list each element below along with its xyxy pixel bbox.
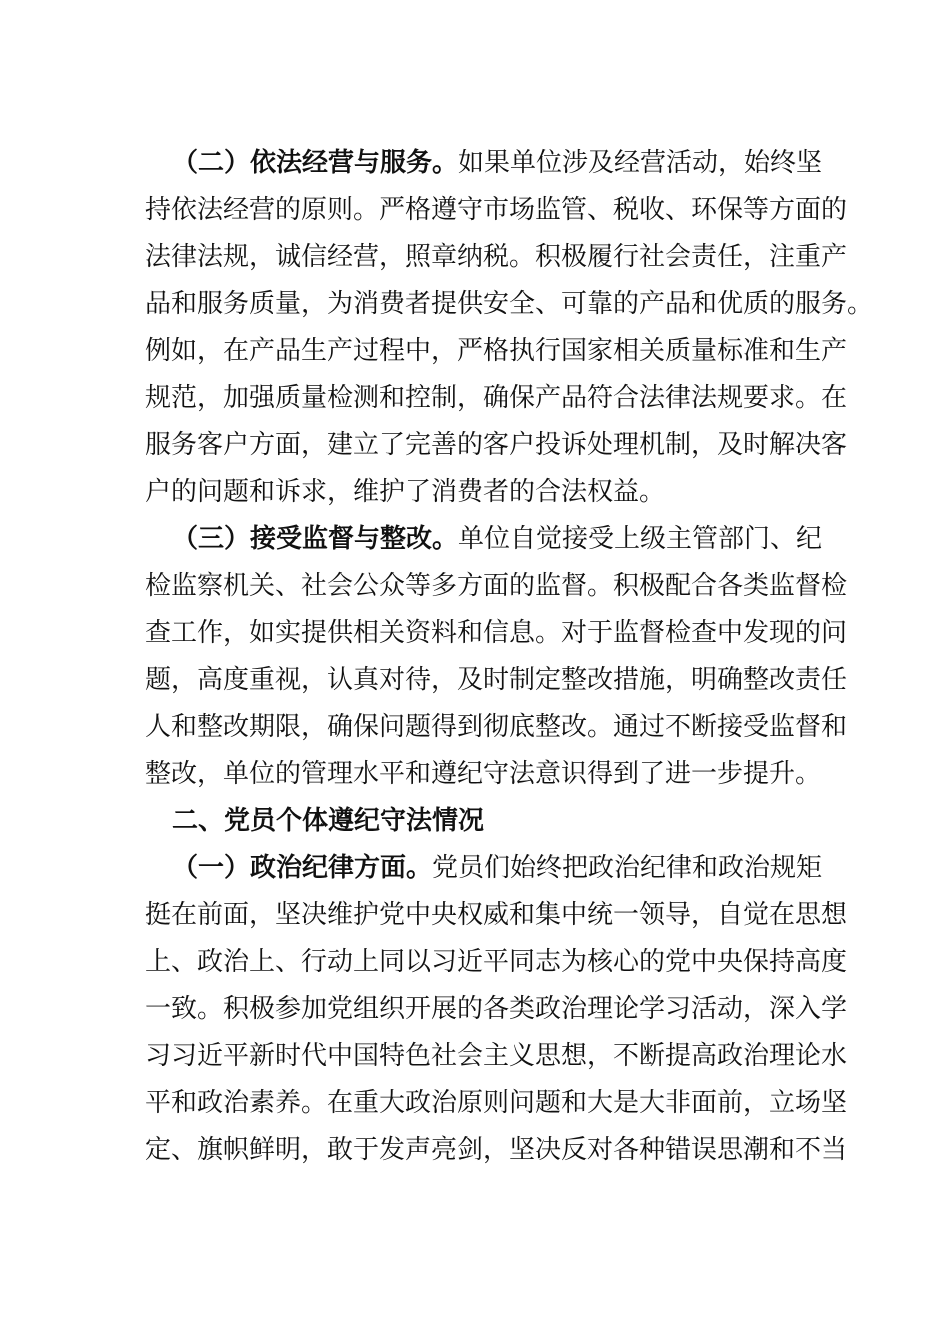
paragraph-text: 党员们始终把政治纪律和政治规矩: [432, 853, 823, 883]
paragraph-line: 户的问题和诉求，维护了消费者的合法权益。: [145, 477, 666, 507]
paragraph-line: 平和政治素养。在重大政治原则问题和大是大非面前，立场坚: [145, 1088, 848, 1118]
paragraph-line: 品和服务质量，为消费者提供安全、可靠的产品和优质的服务。: [145, 289, 874, 319]
paragraph-text: 如果单位涉及经营活动，始终坚: [458, 148, 823, 178]
paragraph-line: 一致。积极参加党组织开展的各类政治理论学习活动，深入学: [145, 994, 848, 1024]
paragraph-line: 上、政治上、行动上同以习近平同志为核心的党中央保持高度: [145, 947, 848, 977]
paragraph-line: 整改，单位的管理水平和遵纪守法意识得到了进一步提升。: [145, 759, 822, 789]
paragraph-line: 挺在前面，坚决维护党中央权威和集中统一领导，自觉在思想: [145, 900, 848, 930]
paragraph-line: 例如，在产品生产过程中，严格执行国家相关质量标准和生产: [145, 336, 848, 366]
paragraph-line: 规范，加强质量检测和控制，确保产品符合法律法规要求。在: [145, 383, 848, 413]
paragraph-line: 人和整改期限，确保问题得到彻底整改。通过不断接受监督和: [145, 712, 848, 742]
paragraph-line: [172, 853, 822, 883]
paragraph-line: [172, 148, 822, 178]
paragraph-lead: （三）接受监督与整改。: [172, 524, 459, 554]
section-heading: 二、党员个体遵纪守法情况: [172, 806, 485, 836]
paragraph-lead: （一）政治纪律方面。: [172, 853, 433, 883]
paragraph-line: 检监察机关、社会公众等多方面的监督。积极配合各类监督检: [145, 571, 848, 601]
paragraph-line: 服务客户方面，建立了完善的客户投诉处理机制，及时解决客: [145, 430, 848, 460]
paragraph-lead: （二）依法经营与服务。: [172, 148, 459, 178]
paragraph-line: 定、旗帜鲜明，敢于发声亮剑，坚决反对各种错误思潮和不当: [145, 1135, 848, 1165]
paragraph-line: 查工作，如实提供相关资料和信息。对于监督检查中发现的问: [145, 618, 848, 648]
paragraph-line: [172, 524, 822, 554]
paragraph-line: 持依法经营的原则。严格遵守市场监管、税收、环保等方面的: [145, 195, 848, 225]
paragraph-line: 法律法规，诚信经营，照章纳税。积极履行社会责任，注重产: [145, 242, 848, 272]
paragraph-text: 单位自觉接受上级主管部门、纪: [458, 524, 823, 554]
paragraph-line: 习习近平新时代中国特色社会主义思想，不断提高政治理论水: [145, 1041, 848, 1071]
paragraph-line: 题，高度重视，认真对待，及时制定整改措施，明确整改责任: [145, 665, 848, 695]
